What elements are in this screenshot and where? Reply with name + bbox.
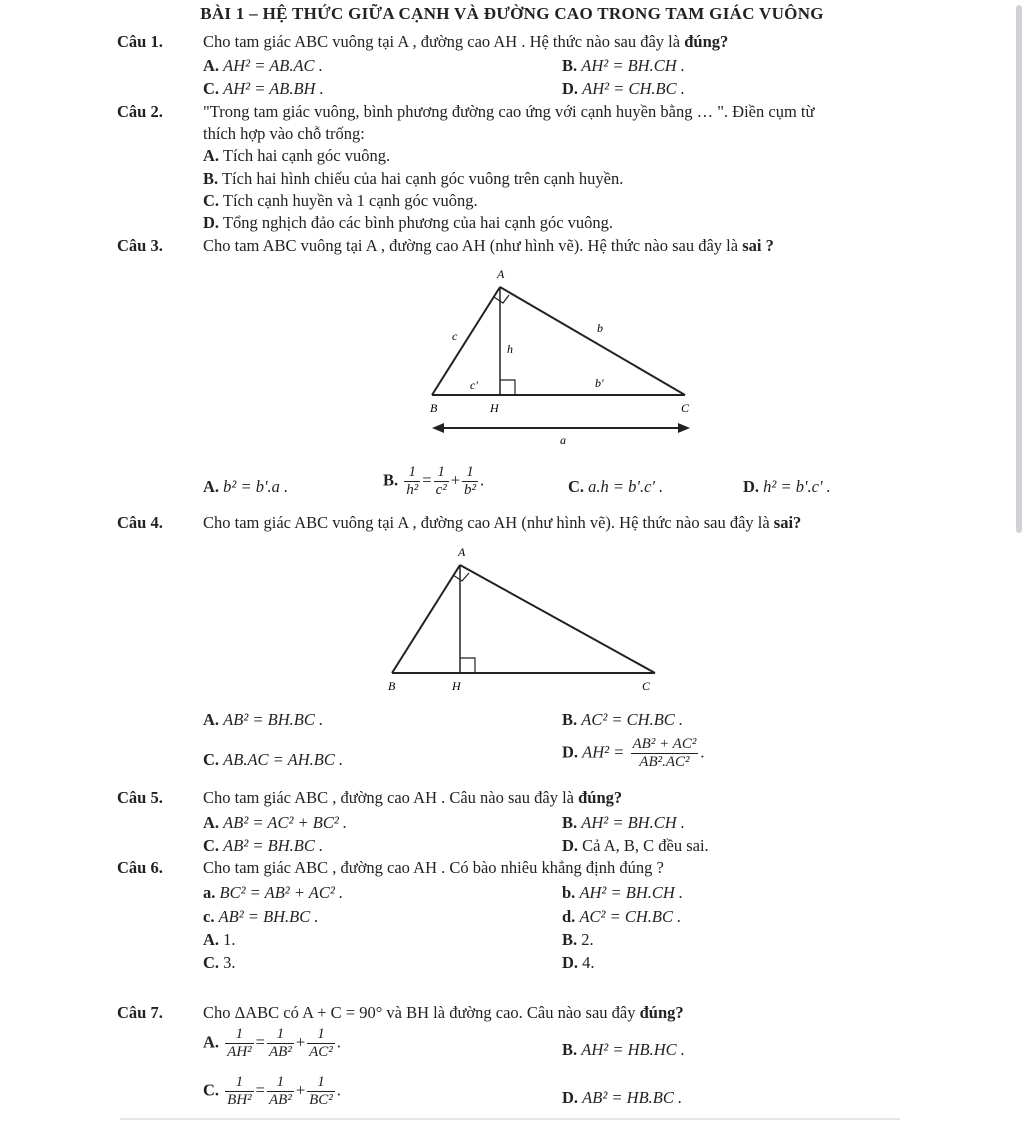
statement-c [203, 907, 319, 927]
right-angle-mark-a [453, 573, 469, 581]
arrow-left-icon [432, 423, 444, 433]
answer-label: D. [562, 742, 579, 762]
question-1 [117, 32, 728, 52]
answer-d[interactable] [562, 79, 685, 99]
answer-label: D. [743, 477, 760, 496]
answer-c[interactable] [203, 953, 236, 973]
answer-d[interactable] [562, 836, 709, 856]
side-ac [500, 287, 685, 395]
answer-label: C. [203, 1080, 220, 1100]
answer-text: 3. [223, 953, 236, 972]
fraction [434, 464, 449, 499]
statement-label: b. [562, 883, 576, 902]
label-side-c: c [452, 329, 458, 343]
question-text-cont: thích hợp vào chỗ trống: [203, 124, 365, 143]
answer-a[interactable] [203, 477, 288, 497]
answer-b[interactable] [562, 710, 683, 730]
answer-text: Tích cạnh huyền và 1 cạnh góc vuông. [222, 191, 478, 210]
question-number: Câu 1. [117, 32, 163, 51]
answer-text: Tích hai cạnh góc vuông. [222, 146, 391, 165]
answer-text: Tổng nghịch đảo các bình phương của hai cạnh góc vuông. [222, 213, 614, 232]
answer-text: AH² = BH.CH . [581, 813, 685, 832]
answer-label: B. [562, 1040, 578, 1059]
statement-text: AB² = BH.BC . [218, 907, 319, 926]
answer-label: D. [562, 836, 579, 855]
question-number: Câu 2. [117, 102, 163, 121]
period: . [700, 742, 705, 762]
question-text: Cho ΔABC có A + C = 90° và BH là đường cao. Câu nào sau đây [203, 1003, 636, 1022]
right-angle-mark-h [500, 380, 515, 395]
answer-d[interactable] [562, 1088, 682, 1108]
page-bottom-divider [120, 1118, 900, 1120]
answer-a[interactable] [203, 56, 323, 76]
scrollbar[interactable] [1016, 5, 1022, 533]
answer-label: B. [562, 930, 578, 949]
numerator: 1 [225, 1026, 254, 1044]
period: . [336, 1032, 341, 1052]
plus-sign: + [295, 1032, 306, 1052]
fraction [267, 1026, 294, 1061]
answer-label: C. [203, 953, 220, 972]
answer-c[interactable] [203, 79, 324, 99]
triangle-figure-1 [410, 262, 710, 447]
statement-label: c. [203, 907, 215, 926]
answer-a[interactable] [203, 1026, 341, 1061]
numerator: 1 [462, 464, 478, 482]
answer-b[interactable] [562, 1040, 685, 1060]
answer-c[interactable] [203, 836, 323, 856]
plus-sign: + [450, 470, 461, 490]
question-number: Câu 5. [117, 788, 163, 807]
side-ab [392, 565, 460, 673]
side-ab [432, 287, 500, 395]
question-4 [117, 513, 801, 533]
question-number: Câu 4. [117, 513, 163, 532]
denominator: AB².AC² [639, 754, 690, 770]
label-vertex-h: H [490, 401, 499, 415]
question-2 [117, 102, 814, 122]
statement-label: d. [562, 907, 576, 926]
answer-label: A. [203, 146, 220, 165]
statement-a [203, 883, 343, 903]
label-side-a: a [560, 433, 566, 447]
right-angle-mark-h [460, 658, 475, 673]
denominator: AH² [227, 1044, 252, 1060]
label-vertex-a: A [458, 545, 466, 559]
fraction [462, 464, 478, 499]
answer-text: AH² = BH.CH . [581, 56, 685, 75]
fraction [307, 1074, 335, 1109]
answer-label: B. [383, 470, 399, 490]
label-side-b: b [597, 321, 603, 335]
answer-text: AH² = CH.BC . [582, 79, 685, 98]
answer-text: AB² = AC² + BC² . [223, 813, 348, 832]
numerator: 1 [267, 1026, 294, 1044]
answer-label: C. [203, 79, 220, 98]
question-text: Cho tam giác ABC vuông tại A , đường cao AH . Hệ thức nào sau đây là [203, 32, 681, 51]
answer-label: B. [562, 710, 578, 729]
denominator: BC² [309, 1092, 333, 1108]
label-projection-c: c' [470, 378, 478, 392]
statement-b [562, 883, 683, 903]
answer-text: 4. [582, 953, 595, 972]
answer-c[interactable] [568, 477, 663, 497]
right-angle-mark-a [494, 295, 509, 303]
answer-text: AH² = HB.HC . [581, 1040, 685, 1059]
answer-label: B. [203, 169, 219, 188]
answer-label: D. [562, 953, 579, 972]
question-emphasis: đúng? [684, 32, 729, 51]
answer-b[interactable] [562, 813, 685, 833]
answer-b[interactable] [203, 169, 623, 189]
answer-label: A. [203, 1032, 220, 1052]
question-number: Câu 6. [117, 858, 163, 877]
question-text: Cho tam giác ABC , đường cao AH . Có bào nhiêu khẳng định đúng ? [203, 858, 664, 877]
answer-label: C. [203, 836, 220, 855]
answer-label: B. [562, 56, 578, 75]
statement-text: AC² = CH.BC . [579, 907, 682, 926]
question-number: Câu 3. [117, 236, 163, 255]
denominator: c² [435, 482, 447, 498]
label-vertex-b: B [430, 401, 438, 415]
answer-a[interactable] [203, 813, 347, 833]
answer-text: 2. [581, 930, 594, 949]
equals-sign: = [255, 1080, 265, 1100]
question-5 [117, 788, 622, 808]
answer-label: A. [203, 710, 220, 729]
answer-text: 1. [223, 930, 236, 949]
answer-label: A. [203, 56, 220, 75]
answer-a[interactable] [203, 710, 323, 730]
answer-c[interactable] [203, 750, 343, 770]
question-text: Cho tam giác ABC vuông tại A , đường cao AH (như hình vẽ). Hệ thức nào sau đây là [203, 513, 770, 532]
answer-label: D. [562, 1088, 579, 1107]
fraction [267, 1074, 294, 1109]
question-emphasis: sai ? [742, 236, 774, 255]
numerator: 1 [404, 464, 420, 482]
answer-text: Tích hai hình chiếu của hai cạnh góc vuông trên cạnh huyền. [221, 169, 624, 188]
fraction [631, 736, 699, 771]
triangle-figure-2 [380, 540, 670, 695]
denominator: b² [464, 482, 477, 498]
period: . [480, 470, 485, 490]
equals-sign: = [422, 470, 432, 490]
answer-c[interactable] [203, 191, 478, 211]
answer-b[interactable] [562, 930, 594, 950]
label-vertex-b: B [388, 679, 396, 693]
question-number: Câu 7. [117, 1003, 163, 1022]
answer-text: AH² = [582, 742, 625, 762]
statement-text: AH² = BH.CH . [579, 883, 684, 902]
answer-d[interactable] [562, 953, 595, 973]
plus-sign: + [295, 1080, 306, 1100]
numerator: 1 [267, 1074, 294, 1092]
label-projection-b: b' [595, 376, 604, 390]
answer-c[interactable] [203, 1074, 341, 1109]
numerator: 1 [434, 464, 449, 482]
label-vertex-c: C [681, 401, 690, 415]
statement-label: a. [203, 883, 216, 902]
fraction [307, 1026, 335, 1061]
question-emphasis: đúng? [578, 788, 623, 807]
denominator: AB² [268, 1092, 292, 1108]
question-text: Cho tam giác ABC , đường cao AH . Câu nào sau đây là [203, 788, 574, 807]
equals-sign: = [255, 1032, 265, 1052]
answer-label: C. [203, 750, 220, 769]
fraction [404, 464, 420, 499]
question-3 [117, 236, 774, 256]
answer-text: AB² = HB.BC . [582, 1088, 683, 1107]
answer-label: A. [203, 813, 220, 832]
answer-label: C. [203, 191, 220, 210]
answer-text: Cả A, B, C đều sai. [582, 836, 709, 855]
answer-d[interactable] [203, 213, 613, 233]
denominator: AB² [268, 1044, 292, 1060]
fraction [225, 1074, 254, 1109]
answer-text: AB.AC = AH.BC . [223, 750, 344, 769]
label-vertex-c: C [642, 679, 651, 693]
side-ac [460, 565, 655, 673]
question-text: Cho tam ABC vuông tại A , đường cao AH (như hình vẽ). Hệ thức nào sau đây là [203, 236, 739, 255]
answer-text: AB² = BH.BC . [223, 836, 324, 855]
denominator: BH² [227, 1092, 252, 1108]
arrow-right-icon [678, 423, 690, 433]
answer-text: h² = b'.c' . [763, 477, 831, 496]
answer-text: a.h = b'.c' . [588, 477, 664, 496]
question-7 [117, 1003, 684, 1023]
denominator: h² [406, 482, 419, 498]
numerator: 1 [307, 1026, 335, 1044]
answer-text: AB² = BH.BC . [223, 710, 324, 729]
statement-d [562, 907, 681, 927]
question-emphasis: sai? [773, 513, 802, 532]
question-6 [117, 858, 664, 878]
question-text: "Trong tam giác vuông, bình phương đường cao ứng với cạnh huyền bằng … ". Điền cụm từ [203, 102, 815, 121]
period: . [336, 1080, 341, 1100]
answer-d[interactable] [743, 477, 831, 497]
answer-a[interactable] [203, 930, 236, 950]
answer-text: AH² = AB.BH . [223, 79, 324, 98]
numerator: 1 [307, 1074, 335, 1092]
fraction [225, 1026, 254, 1061]
answer-text: b² = b'.a . [223, 477, 289, 496]
numerator: AB² + AC² [632, 736, 697, 752]
answer-text: AH² = AB.AC . [223, 56, 323, 75]
page-title: BÀI 1 – HỆ THỨC GIỮA CẠNH VÀ ĐƯỜNG CAO TRONG TAM GIÁC VUÔNG [200, 4, 824, 23]
answer-label: C. [568, 477, 585, 496]
label-height-h: h [507, 342, 513, 356]
answer-b[interactable] [562, 56, 685, 76]
answer-a[interactable] [203, 146, 390, 166]
statement-text: BC² = AB² + AC² . [219, 883, 344, 902]
answer-label: D. [203, 213, 220, 232]
label-vertex-a: A [497, 267, 505, 281]
label-vertex-h: H [452, 679, 461, 693]
numerator: 1 [225, 1074, 254, 1092]
answer-text: AC² = CH.BC . [581, 710, 684, 729]
question-emphasis: đúng? [639, 1003, 684, 1022]
answer-label: A. [203, 477, 220, 496]
answer-label: A. [203, 930, 220, 949]
answer-label: D. [562, 79, 579, 98]
answer-b[interactable] [383, 464, 484, 499]
denominator: AC² [309, 1044, 333, 1060]
answer-label: B. [562, 813, 578, 832]
answer-d[interactable] [562, 736, 704, 771]
